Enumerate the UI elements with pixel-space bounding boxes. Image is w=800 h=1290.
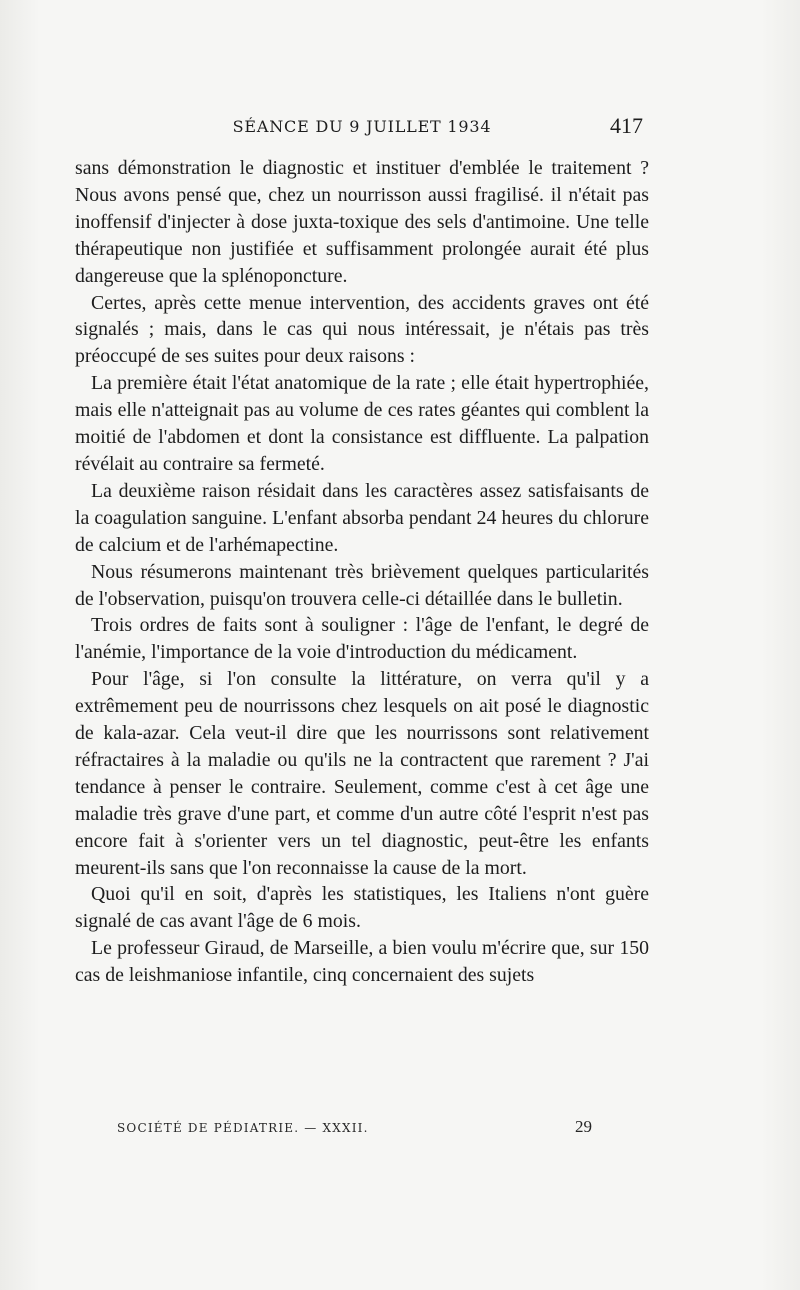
paragraph: Quoi qu'il en soit, d'après les statistiques, les Italiens n'ont guère signalé de cas avant l'âge de 6 mois. bbox=[75, 883, 649, 933]
page-header-title: SÉANCE DU 9 JUILLET 1934 bbox=[232, 117, 492, 136]
paragraph: Nous résumerons maintenant très brièvement quelques particularités de l'observation, puisqu'on trouvera celle-ci détaillée dans le bulletin. bbox=[75, 560, 649, 610]
paragraph: Le professeur Giraud, de Marseille, a bien voulu m'écrire que, sur 150 cas de leishmaniose infantile, cinq concernaient des sujets bbox=[75, 937, 649, 987]
sheet-number: 29 bbox=[575, 1117, 592, 1136]
paragraph: Trois ordres de faits sont à souligner : l'âge de l'enfant, le degré de l'anémie, l'importance de la voie d'introduction du médicament. bbox=[75, 614, 649, 664]
paragraph: Pour l'âge, si l'on consulte la littérature, on verra qu'il y a extrêmement peu de nourrissons chez lesquels on ait posé le diagnostic de kala-azar. Cela veut-il dire que les nourrissons sont relativement réfractaires à la maladie ou qu'ils ne la contractent que rarement ? J'ai tendance à penser le contraire. Seulement, comme c'est à cet âge une maladie très grave d'une part, et comme d'un autre côté l'esprit n'est pas encore fait à s'orienter vers un tel diagnostic, peut-être les enfants meurent-ils sans que l'on reconnaisse la cause de la mort. bbox=[75, 668, 649, 879]
paragraph: Certes, après cette menue intervention, des accidents graves ont été signalés ; mais, dans le cas qui nous intéressait, je n'étais pas très préoccupé de ses suites pour deux raisons : bbox=[75, 291, 649, 368]
page-footer bbox=[117, 1117, 592, 1141]
paragraph: La première était l'état anatomique de la rate ; elle était hypertrophiée, mais elle n'atteignait pas au volume de ces rates géantes qui comblent la moitié de l'abdomen et dont la consistance est diffluente. La palpation révélait au contraire sa fermeté. bbox=[75, 372, 649, 475]
running-head bbox=[75, 113, 649, 147]
body-text bbox=[75, 155, 649, 989]
paragraph: sans démonstration le diagnostic et instituer d'emblée le traitement ? Nous avons pensé que, chez un nourrisson aussi fragilisé. il n'était pas inoffensif d'injecter à dose juxta-toxique des sels d'antimoine. Une telle thérapeutique non justifiée et suffisamment prolongée aurait été plus dangereuse que la splénoponcture. bbox=[75, 157, 649, 287]
printer-signature: SOCIÉTÉ DE PÉDIATRIE. — XXXII. bbox=[117, 1121, 369, 1135]
page-number: 417 bbox=[610, 113, 643, 138]
paragraph: La deuxième raison résidait dans les caractères assez satisfaisants de la coagulation sanguine. L'enfant absorba pendant 24 heures du chlorure de calcium et de l'arhémapectine. bbox=[75, 479, 649, 556]
